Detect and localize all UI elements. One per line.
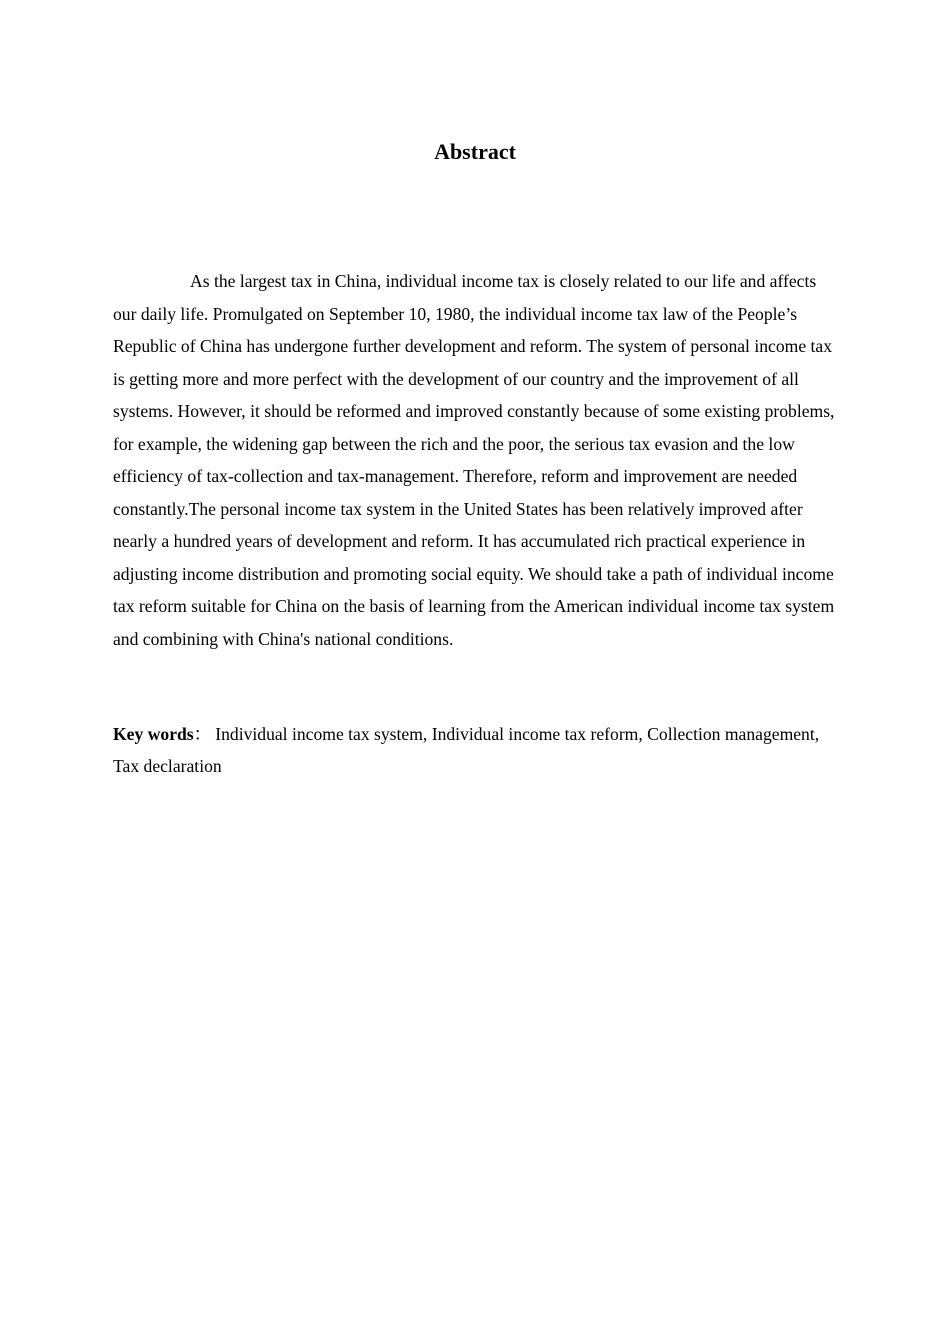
abstract-paragraph: As the largest tax in China, individual income tax is closely related to our life and affects our daily life. Promulgated on September 10, 1980, the individual income tax law of the People’s Republic of China has undergone further development and reform. The system of personal income tax is getting more and more perfect with the development of our country and the improvement of all systems. However, it should be reformed and improved constantly because of some existing problems, for example, the widening gap between the rich and the poor, the serious tax evasion and the low efficiency of tax-collection and tax-management. Therefore, reform and improvement are needed constantly.The personal income tax system in the United States has been relatively improved after nearly a hundred years of development and reform. It has accumulated rich practical experience in adjusting income distribution and promoting social equity. We should take a path of individual income tax reform suitable for China on the basis of learning from the American individual income tax system and combining with China's national conditions. (113, 271, 835, 649)
page-title: Abstract (434, 139, 516, 164)
keywords-value: Individual income tax system, Individual income tax reform, Collection management, Tax declaration (113, 724, 820, 776)
keywords-label: Key words (113, 724, 194, 744)
keywords-separator: ： (193, 724, 212, 744)
keywords-line (113, 718, 837, 782)
